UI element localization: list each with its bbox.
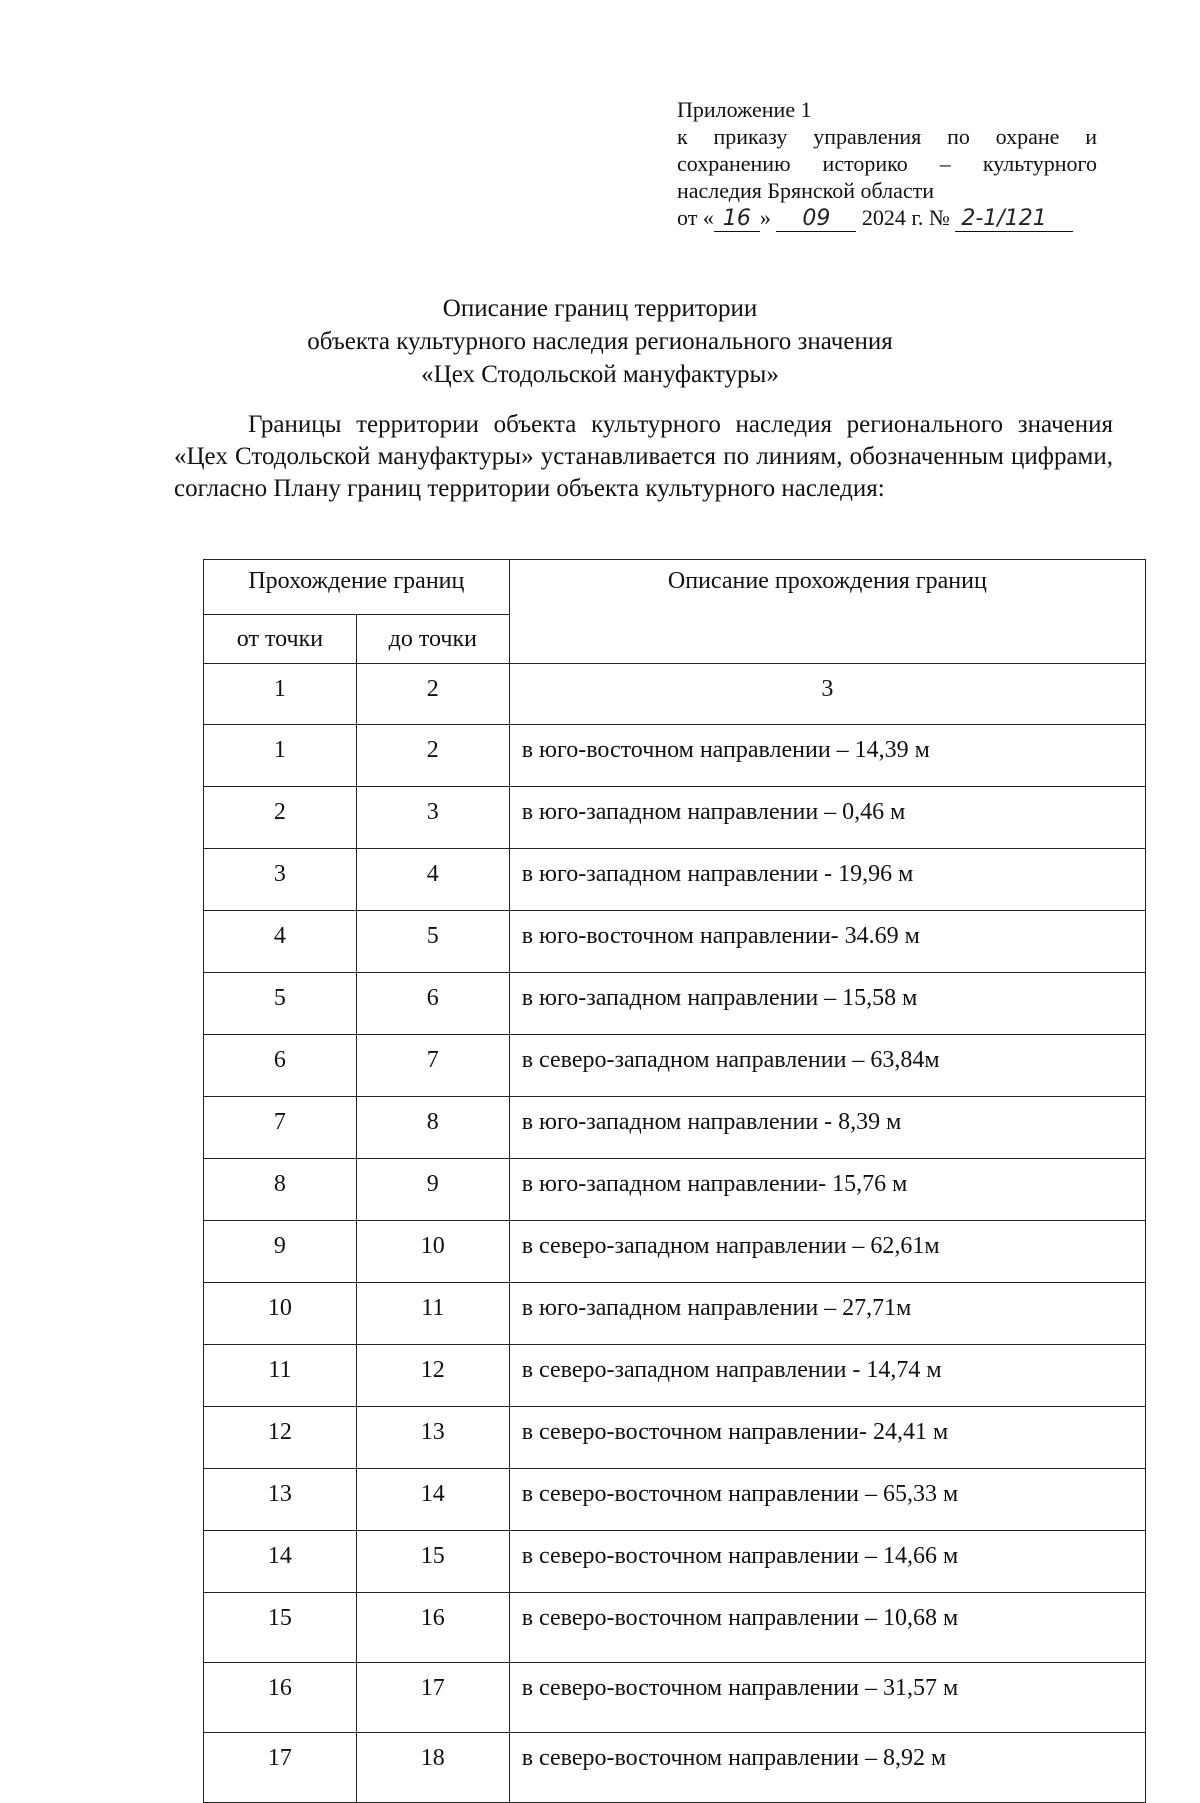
from-point-cell: 14 [204,1531,357,1593]
to-point-cell: 13 [356,1407,509,1469]
header-boundary-passage: Прохождение границ [204,560,510,615]
to-point-cell: 9 [356,1159,509,1221]
description-cell: в юго-восточном направлении- 34.69 м [509,911,1145,973]
from-point-cell: 17 [204,1733,357,1803]
handwritten-order-number: 2-1/121 [955,207,1073,232]
header-description: Описание прохождения границ [509,560,1145,664]
description-cell: в северо-западном направлении - 14,74 м [509,1345,1145,1407]
description-cell: в юго-западном направлении- 15,76 м [509,1159,1145,1221]
from-point-cell: 13 [204,1469,357,1531]
appendix-line-3: наследия Брянской области [677,178,935,203]
description-cell: в юго-западном направлении - 8,39 м [509,1097,1145,1159]
appendix-title: Приложение 1 [677,97,812,122]
to-point-cell: 10 [356,1221,509,1283]
description-cell: в северо-восточном направлении – 8,92 м [509,1733,1145,1803]
column-numbering-row [204,664,1146,725]
document-title [150,292,1050,391]
to-point-cell: 17 [356,1663,509,1733]
table-row [204,1531,1146,1593]
from-point-cell: 8 [204,1159,357,1221]
header-to-point: до точки [356,615,509,664]
description-cell: в северо-восточном направлении – 31,57 м [509,1663,1145,1733]
table-row [204,1593,1146,1663]
date-prefix: от « [677,205,714,230]
from-point-cell: 2 [204,787,357,849]
to-point-cell: 3 [356,787,509,849]
description-cell: в юго-западном направлении – 0,46 м [509,787,1145,849]
description-cell: в юго-восточном направлении – 14,39 м [509,725,1145,787]
from-point-cell: 6 [204,1035,357,1097]
to-point-cell: 16 [356,1593,509,1663]
table-row [204,1035,1146,1097]
to-point-cell: 8 [356,1097,509,1159]
from-point-cell: 1 [204,725,357,787]
appendix-header [677,96,1097,232]
title-line-1: Описание границ территории [442,295,758,322]
description-cell: в северо-западном направлении – 62,61м [509,1221,1145,1283]
appendix-line-2: сохранению историко – культурного [677,151,1097,176]
table-row [204,911,1146,973]
to-point-cell: 5 [356,911,509,973]
to-point-cell: 15 [356,1531,509,1593]
description-cell: в северо-восточном направлении – 14,66 м [509,1531,1145,1593]
from-point-cell: 4 [204,911,357,973]
from-point-cell: 11 [204,1345,357,1407]
description-cell: в юго-западном направлении - 19,96 м [509,849,1145,911]
description-cell: в юго-западном направлении – 15,58 м [509,973,1145,1035]
from-point-cell: 3 [204,849,357,911]
from-point-cell: 7 [204,1097,357,1159]
from-point-cell: 9 [204,1221,357,1283]
table-header-row [204,560,1146,615]
title-line-3: «Цех Стодольской мануфактуры» [421,361,779,388]
column-number: 2 [356,664,509,725]
table-row [204,725,1146,787]
from-point-cell: 16 [204,1663,357,1733]
description-cell: в северо-восточном направлении – 65,33 м [509,1469,1145,1531]
table-row [204,1407,1146,1469]
table-row [204,787,1146,849]
description-cell: в северо-западном направлении – 63,84м [509,1035,1145,1097]
table-row [204,1159,1146,1221]
appendix-line-1: к приказу управления по охране и [677,124,1097,149]
intro-paragraph: Границы территории объекта культурного наследия регионального значения «Цех Стодольской мануфактуры» устанавливается по линиям, обозначенным цифрами, согласно Плану границ территории объекта культурного наследия: [174,411,1113,502]
appendix-date-line [677,204,1097,232]
column-number: 1 [204,664,357,725]
title-line-2: объекта культурного наследия регионального значения [307,328,893,355]
table-row [204,1097,1146,1159]
header-from-point: от точки [204,615,357,664]
table-row [204,1469,1146,1531]
from-point-cell: 5 [204,973,357,1035]
table-row [204,849,1146,911]
to-point-cell: 4 [356,849,509,911]
table-row [204,1345,1146,1407]
to-point-cell: 6 [356,973,509,1035]
handwritten-month: 09 [776,207,856,232]
handwritten-day: 16 [714,207,760,232]
boundary-table [203,559,1146,1803]
to-point-cell: 12 [356,1345,509,1407]
column-number: 3 [509,664,1145,725]
table-row [204,1221,1146,1283]
to-point-cell: 2 [356,725,509,787]
table-row [204,1283,1146,1345]
year-text: 2024 г. № [856,205,956,230]
to-point-cell: 7 [356,1035,509,1097]
description-cell: в северо-восточном направлении – 10,68 м [509,1593,1145,1663]
table-row [204,1733,1146,1803]
from-point-cell: 15 [204,1593,357,1663]
table-row [204,1663,1146,1733]
date-mid: » [759,205,777,230]
description-cell: в северо-восточном направлении- 24,41 м [509,1407,1145,1469]
description-cell: в юго-западном направлении – 27,71м [509,1283,1145,1345]
table-row [204,973,1146,1035]
to-point-cell: 11 [356,1283,509,1345]
to-point-cell: 18 [356,1733,509,1803]
to-point-cell: 14 [356,1469,509,1531]
from-point-cell: 12 [204,1407,357,1469]
from-point-cell: 10 [204,1283,357,1345]
